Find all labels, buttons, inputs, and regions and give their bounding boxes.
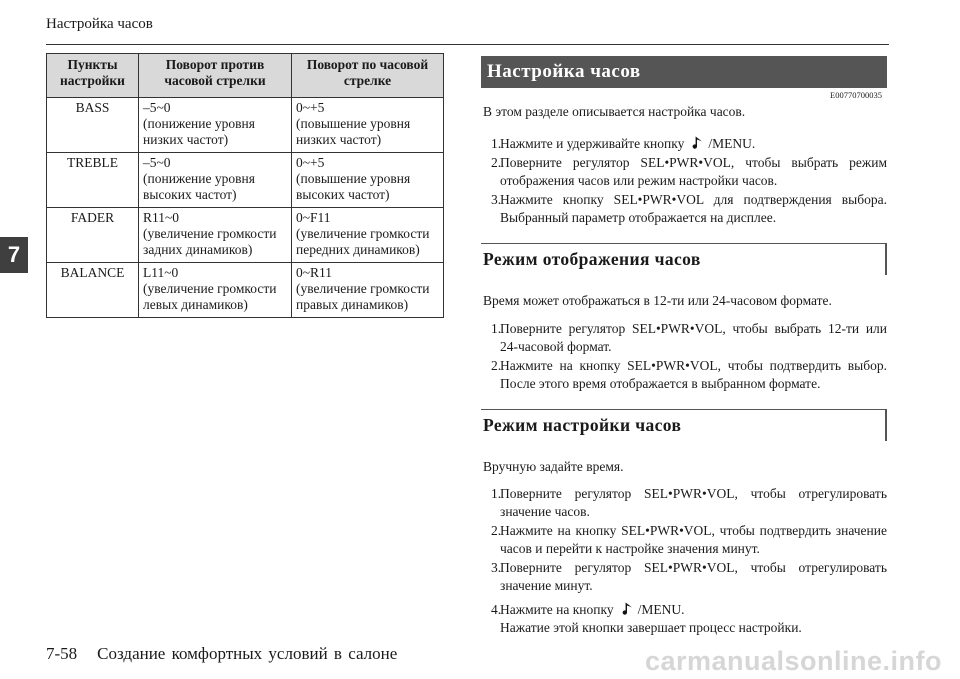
setting-mode-intro: Вручную задайте время.	[483, 459, 624, 474]
music-note-icon	[622, 602, 636, 616]
setting-item-name: TREBLE	[47, 153, 139, 208]
setting-mode-steps	[483, 485, 887, 638]
cw-cell	[292, 153, 444, 208]
display-mode-intro: Время может отображаться в 12-ти или 24-часовом формате.	[483, 293, 832, 308]
subsection-title-text: Режим настройки часов	[483, 415, 682, 435]
header-divider	[46, 44, 889, 45]
step-number: 2.	[491, 155, 502, 170]
step-number: 1.	[491, 486, 502, 501]
step-text: Поверните регулятор SEL•PWR•VOL, чтобы отрегулировать значение часов.	[500, 486, 887, 519]
ccw-cell	[139, 153, 292, 208]
step-number: 4.	[491, 602, 502, 617]
step-text	[500, 601, 887, 637]
step-number: 1.	[491, 136, 502, 151]
chapter-title: Создание комфортных условий в салоне	[97, 644, 398, 663]
step-text-pre: Нажмите на кнопку	[500, 602, 614, 617]
step-text	[500, 135, 887, 153]
ccw-description: (понижение уровня низких частот)	[143, 116, 255, 147]
ccw-cell	[139, 208, 292, 263]
cw-cell	[292, 208, 444, 263]
step-item	[483, 154, 887, 190]
ccw-description: (увеличение громкости задних динамиков)	[143, 226, 277, 257]
ccw-range: L11~0	[143, 265, 179, 280]
subsection-right-bar	[885, 410, 887, 441]
section-title-clock-setting: Настройка часов	[481, 56, 887, 88]
audio-adjustment-table	[46, 53, 444, 318]
setting-item-name: FADER	[47, 208, 139, 263]
ccw-description: (увеличение громкости левых динамиков)	[143, 281, 277, 312]
ccw-range: –5~0	[143, 155, 171, 170]
step-text-post: /MENU.	[637, 602, 685, 617]
step-item	[483, 522, 887, 558]
cw-description: (увеличение громкости правых динамиков)	[296, 281, 430, 312]
step-text-pre: Нажмите и удерживайте кнопку	[500, 136, 685, 151]
step-text-post: /MENU.	[708, 136, 756, 151]
page-footer	[46, 644, 397, 664]
table-row	[47, 153, 444, 208]
step-item	[483, 191, 887, 227]
cw-range: 0~R11	[296, 265, 333, 280]
step-text: Поверните регулятор SEL•PWR•VOL, чтобы отрегулировать значение минут.	[500, 560, 887, 593]
step-text: Нажмите кнопку SEL•PWR•VOL для подтверждения выбора. Выбранный параметр отображается на дисплее.	[500, 192, 887, 225]
setting-item-name: BALANCE	[47, 263, 139, 318]
ccw-cell	[139, 98, 292, 153]
subsection-title-setting-mode	[481, 409, 887, 441]
step-number: 2.	[491, 523, 502, 538]
watermark: carmanualsonline.info	[644, 646, 942, 676]
column-header-cw: Поворот по часовой стрелке	[292, 54, 444, 98]
subsection-right-bar	[885, 244, 887, 275]
column-header-item: Пункты настройки	[47, 54, 139, 98]
page-number: 7-58	[46, 644, 78, 663]
column-header-ccw: Поворот против часовой стрелки	[139, 54, 292, 98]
step-text: Нажмите на кнопку SEL•PWR•VOL, чтобы подтвердить значение часов и перейти к настройке значения минут.	[500, 523, 887, 556]
clock-setting-steps	[483, 135, 887, 228]
step-text: Нажмите на кнопку SEL•PWR•VOL, чтобы подтвердить выбор. После этого время отображается в выбранном формате.	[500, 358, 887, 391]
ccw-range: R11~0	[143, 210, 180, 225]
cw-cell	[292, 98, 444, 153]
step-item	[483, 320, 887, 356]
cw-description: (повышение уровня низких частот)	[296, 116, 411, 147]
step-item	[483, 559, 887, 595]
ccw-description: (понижение уровня высоких частот)	[143, 171, 255, 202]
table-row	[47, 263, 444, 318]
subsection-title-text: Режим отображения часов	[483, 249, 701, 269]
table-row	[47, 98, 444, 153]
step-text: Поверните регулятор SEL•PWR•VOL, чтобы выбрать 12-ти или 24-часовой формат.	[500, 321, 887, 354]
ccw-cell	[139, 263, 292, 318]
step-number: 3.	[491, 560, 502, 575]
step-number: 3.	[491, 192, 502, 207]
section-code: E00770700035	[830, 90, 882, 100]
section-intro: В этом разделе описывается настройка часов.	[483, 104, 746, 119]
cw-description: (увеличение громкости передних динамиков)	[296, 226, 430, 257]
step-number: 2.	[491, 358, 502, 373]
subsection-title-display-mode	[481, 243, 887, 275]
table-header-row	[47, 54, 444, 98]
cw-cell	[292, 263, 444, 318]
ccw-range: –5~0	[143, 100, 171, 115]
cw-range: 0~+5	[296, 155, 325, 170]
step-note: Нажатие этой кнопки завершает процесс настройки.	[500, 620, 802, 635]
step-number: 1.	[491, 321, 502, 336]
step-item	[483, 135, 887, 153]
display-mode-steps	[483, 320, 887, 394]
step-item	[483, 601, 887, 637]
cw-range: 0~+5	[296, 100, 325, 115]
table-row	[47, 208, 444, 263]
setting-item-name: BASS	[47, 98, 139, 153]
page-header-title: Настройка часов	[46, 16, 153, 32]
chapter-tab: 7	[0, 237, 28, 273]
step-item	[483, 485, 887, 521]
cw-description: (повышение уровня высоких частот)	[296, 171, 411, 202]
cw-range: 0~F11	[296, 210, 331, 225]
step-text: Поверните регулятор SEL•PWR•VOL, чтобы выбрать режим отображения часов или режим настройки часов.	[500, 155, 887, 188]
step-item	[483, 357, 887, 393]
music-note-icon	[692, 136, 706, 150]
